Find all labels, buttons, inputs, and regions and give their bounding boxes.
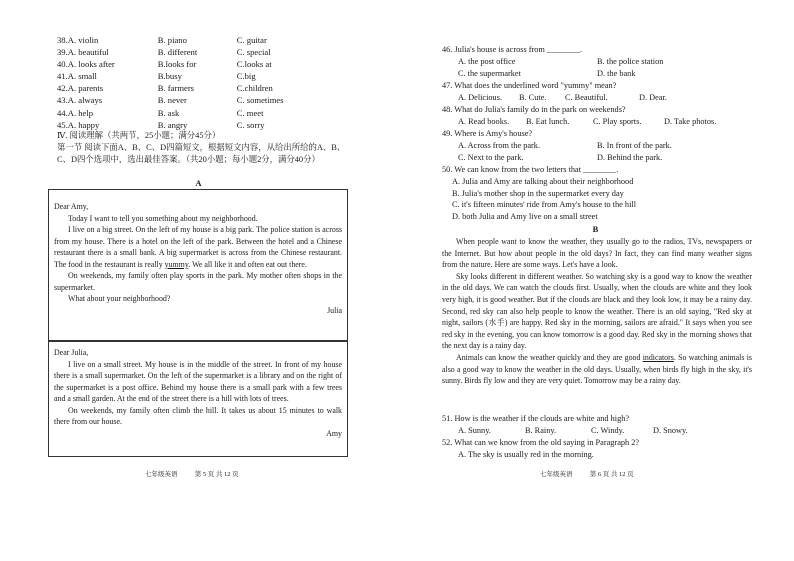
- option-d: D. Take photos.: [664, 117, 717, 127]
- question-52: [442, 437, 742, 461]
- underlined-word-indicators: indicators: [642, 352, 674, 362]
- option-a: A. Julia and Amy are talking about their neighborhood: [452, 177, 634, 187]
- question-stem: 52. What can we know from the old saying in Paragraph 2?: [442, 438, 640, 447]
- question-stem: 51. How is the weather if the clouds are white and high?: [442, 414, 630, 423]
- option-a: A. The sky is usually red in the morning.: [458, 450, 594, 460]
- question-stem: 47. What does the underlined word "yummy" mean?: [442, 81, 617, 90]
- question-49: [442, 128, 742, 164]
- letter-amy: [54, 347, 342, 439]
- option-b: B. farmers: [157, 83, 195, 94]
- footer-subject: 七年级英语: [145, 471, 178, 478]
- letter-signature: Julia: [327, 305, 342, 315]
- letter-paragraph: What about your neighborhood?: [68, 294, 171, 303]
- question-number: 45.: [57, 119, 68, 130]
- option-a: A. small: [67, 71, 97, 82]
- option-c: C. special: [236, 47, 271, 58]
- section-title: Ⅳ. 阅读理解（共两节，25小题；满分45分）: [57, 131, 221, 140]
- passage-paragraph: When people want to know the weather, they usually go to the radios, TVs, newspapers or the Internet. But how about people in the old days? In fact, they can find many weather signs from the nature. Here are some ways. Let's have a look.: [442, 237, 752, 270]
- option-a: A. Sunny.: [458, 426, 491, 436]
- footer-page-number: 第 6 页 共 12 页: [589, 471, 634, 478]
- letter-greeting: Dear Julia,: [54, 348, 89, 357]
- option-c: C. Windy.: [591, 426, 625, 436]
- option-a: A. Read books.: [458, 117, 510, 127]
- option-d: D. Snowy.: [653, 426, 688, 436]
- option-a: A. violin: [67, 35, 99, 45]
- option-a: A. Across from the park.: [458, 141, 541, 151]
- option-a: A. help: [67, 107, 94, 118]
- cloze-option-row: [57, 58, 284, 70]
- cloze-option-row: [57, 94, 284, 106]
- question-stem: 48. What do Julia's family do in the park on weekends?: [442, 105, 626, 114]
- passage-paragraph: Sky looks different in different weather. So watching sky is a good way to know the weather in the old days. We can watch the clouds first. Usually, when the clouds are white and they look very high, it is good weather. But if the clouds are black and they look low, it may be a rainy day. Second, red sky can also help people to know the weather. There is an old saying, "Red sky at night, sailors (水手) are happy. Red sky in the morning, sailors are afraid." It says when you see red sky in the evening, you can know tomorrow is a good day. Red sky in the morning shows that the next day is a rainy day.: [442, 271, 752, 351]
- option-a: A. always: [67, 95, 103, 106]
- footer-subject: 七年级英语: [540, 471, 573, 478]
- option-c: C.looks at: [236, 59, 272, 70]
- option-b: B. ask: [157, 107, 180, 118]
- option-b: B.busy: [157, 71, 182, 82]
- underlined-word-yummy: yummy: [164, 259, 189, 269]
- question-number: 38.: [57, 35, 68, 45]
- cloze-option-row: [57, 34, 284, 46]
- option-b: B. Cute.: [519, 93, 547, 103]
- question-stem: 46. Julia's house is across from ________.: [442, 45, 583, 54]
- letter-amy-box: [48, 341, 348, 457]
- question-number: 39.: [57, 47, 68, 58]
- passage-b-label: B: [592, 224, 599, 234]
- option-c: C. sometimes: [236, 95, 284, 106]
- cloze-option-row: [57, 46, 284, 58]
- option-b: B. Julia's mother shop in the supermarket every day: [452, 188, 624, 198]
- option-b: B.looks for: [157, 59, 197, 70]
- question-51: [442, 413, 742, 437]
- question-number: 40.: [57, 59, 68, 70]
- option-c: C. guitar: [236, 35, 267, 45]
- question-stem: 50. We can know from the two letters that ________.: [442, 165, 619, 174]
- question-number: 43.: [57, 95, 68, 106]
- letter-greeting: Dear Amy,: [54, 202, 89, 211]
- option-c: C. it's fifteen minutes' ride from Amy's house to the hill: [452, 200, 636, 210]
- option-a: A. parents: [67, 83, 104, 94]
- option-a: A. Delicious.: [458, 93, 503, 103]
- option-b: B. Rainy.: [525, 426, 557, 436]
- question-number: 44.: [57, 107, 68, 118]
- passage-a-label: A: [195, 178, 202, 188]
- passage-b: [442, 236, 752, 387]
- cloze-option-row: [57, 70, 284, 82]
- page-footer: [145, 469, 239, 478]
- cloze-options: [57, 34, 284, 131]
- option-b: B. the police station: [597, 57, 664, 67]
- cloze-option-row: [57, 107, 284, 119]
- question-48: [442, 104, 742, 128]
- section-instructions: 第一节 阅读下面A、B、C、D四篇短文，根据短文内容，从给出所给的A、B、C、D四个选项中，选出最佳答案。（共20小题；每小题2分，满分40分）: [57, 143, 346, 164]
- letter-signature: Amy: [326, 428, 342, 438]
- question-46: [442, 44, 742, 80]
- option-a: A. beautiful: [67, 47, 109, 58]
- option-a: A. looks after: [67, 59, 115, 70]
- option-a: A. the post office: [458, 57, 516, 67]
- option-c: C. the supermarket: [458, 69, 521, 79]
- option-b: B. different: [157, 47, 198, 58]
- option-c: C. Beautiful.: [565, 93, 608, 103]
- letter-paragraph: On weekends, my family often play sports in the park. My mother often shops in the supermarket.: [54, 271, 342, 292]
- question-47: [442, 80, 742, 104]
- question-number: 42.: [57, 83, 68, 94]
- letter-paragraph: Today I want to tell you something about my neighborhood.: [68, 213, 258, 223]
- option-c: C. sorry: [236, 119, 265, 130]
- option-a: A. happy: [67, 119, 100, 130]
- option-b: B. never: [157, 95, 187, 106]
- option-b: B. piano: [157, 35, 187, 45]
- question-number: 41.: [57, 71, 68, 82]
- footer-page-number: 第 5 页 共 12 页: [194, 471, 239, 478]
- option-b: B. Eat lunch.: [526, 117, 570, 127]
- letter-julia-box: [48, 189, 348, 341]
- option-c: C. meet: [236, 107, 264, 118]
- cloze-option-row: [57, 119, 284, 131]
- passage-paragraph: Animals can know the weather quickly and they are good indicators. So watching animals is also a good way to know the weather in the old days. Usually, when birds fly high in the sky, it's sunny. Birds fly low and they are very quiet. Tomorrow may be a rainy day.: [442, 352, 752, 386]
- option-d: D. Dear.: [639, 93, 667, 103]
- option-c: C.children: [236, 83, 273, 94]
- letter-julia: [54, 201, 342, 316]
- option-c: C. Next to the park.: [458, 153, 524, 163]
- option-b: B. angry: [157, 119, 188, 130]
- letter-paragraph: I live on a small street. My house is in the middle of the street. In front of my house there is a small supermarket. On the left of the supermarket is a library and on the right of the supermarket is a post office. Behind my house there is a small park with a few trees and a small garden. At the end of the street there is a hill with lots of trees.: [54, 359, 342, 403]
- option-d: D. both Julia and Amy live on a small street: [452, 211, 598, 221]
- cloze-option-row: [57, 82, 284, 94]
- reading-section: [57, 130, 349, 166]
- option-d: D. Behind the park.: [597, 153, 663, 163]
- question-stem: 49. Where is Amy's house?: [442, 129, 533, 138]
- option-c: C. Play sports.: [593, 117, 642, 127]
- page-footer: [540, 469, 634, 478]
- letter-paragraph: On weekends, my family often climb the hill. It takes us about 15 minutes to walk there from our house.: [54, 405, 342, 426]
- letter-paragraph: I live on a big street. On the left of my house is a big park. The police station is across from my house. There is a hotel on the left of the park. Between the hotel and a Chinese restaurant there is a small bank. A big supermarket is across from the Chinese restaurant. The food in the restaurant is really yummy. We all like it and often eat out there.: [54, 225, 342, 269]
- option-d: D. the bank: [597, 69, 636, 79]
- option-c: C.big: [236, 71, 256, 82]
- question-50: [442, 164, 742, 222]
- option-b: B. In front of the park.: [597, 141, 672, 151]
